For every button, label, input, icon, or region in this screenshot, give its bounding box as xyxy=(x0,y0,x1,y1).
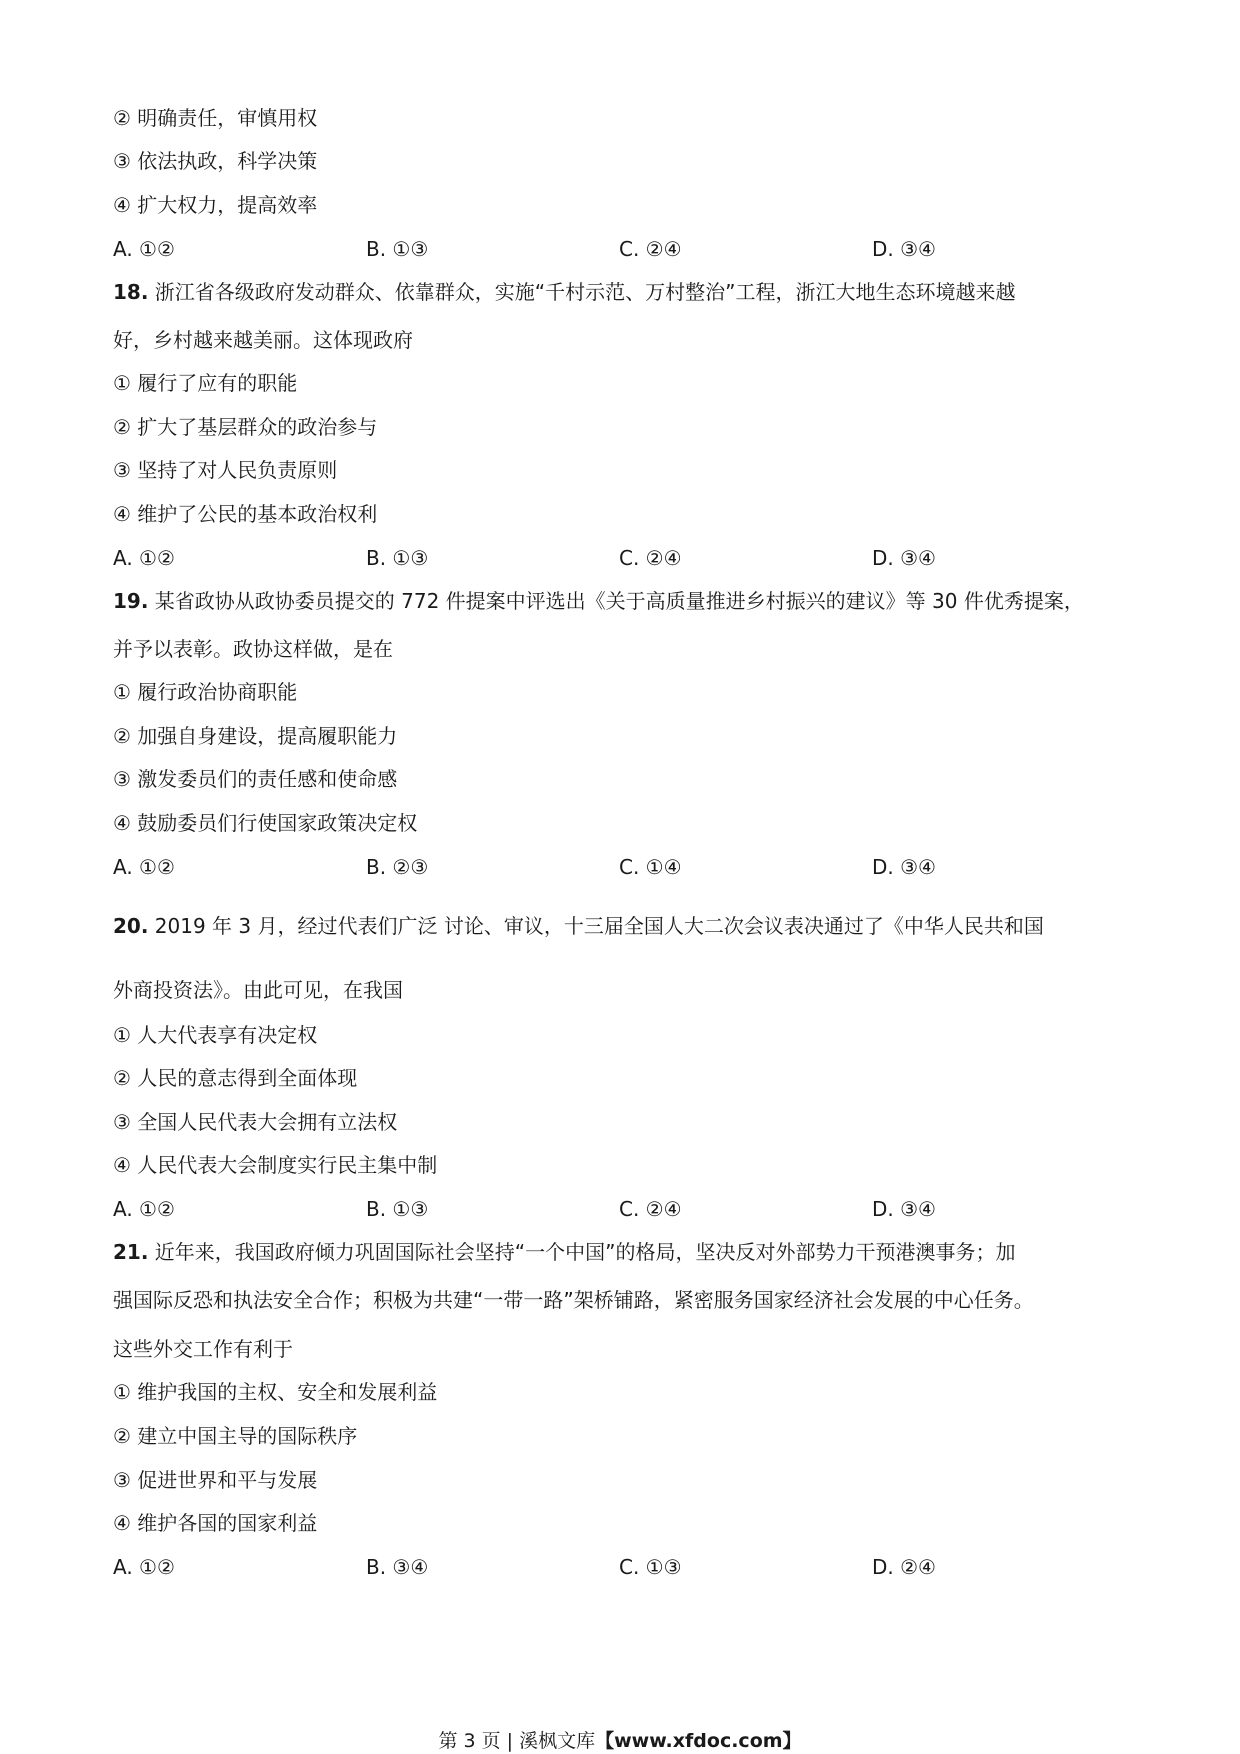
statement: ② 明确责任，审慎用权 xyxy=(113,106,318,130)
stem-text: 并予以表彰。政协这样做，是在 xyxy=(113,637,393,661)
answer-choices xyxy=(113,1553,1123,1581)
answer-choices xyxy=(113,235,1123,263)
question-number: 18. xyxy=(113,280,149,304)
stem-text: 某省政协从政协委员提交的 772 件提案中评选出《关于高质量推进乡村振兴的建议》等 30 件优秀提案， xyxy=(148,589,1084,613)
statement: ① 履行了应有的职能 xyxy=(113,371,298,395)
question-18-stem xyxy=(113,278,1016,306)
choice-c: C. ②④ xyxy=(619,546,682,570)
choice-b: B. ①③ xyxy=(366,237,429,261)
stem-text: 好，乡村越来越美丽。这体现政府 xyxy=(113,328,413,352)
question-number: 19. xyxy=(113,589,149,613)
answer-choices xyxy=(113,853,1123,881)
statement: ③ 坚持了对人民负责原则 xyxy=(113,458,338,482)
statement: ③ 全国人民代表大会拥有立法权 xyxy=(113,1110,398,1134)
page-footer xyxy=(0,1729,1240,1753)
choice-b: B. ①③ xyxy=(366,1197,429,1221)
statement: ④ 维护了公民的基本政治权利 xyxy=(113,502,378,526)
stem-text: 这些外交工作有利于 xyxy=(113,1337,293,1361)
statement: ③ 依法执政，科学决策 xyxy=(113,149,318,173)
statement: ④ 扩大权力，提高效率 xyxy=(113,193,318,217)
answer-choices xyxy=(113,1195,1123,1223)
choice-d: D. ③④ xyxy=(872,855,936,879)
statement: ④ 维护各国的国家利益 xyxy=(113,1511,318,1535)
question-number: 20. xyxy=(113,914,149,938)
statement: ② 扩大了基层群众的政治参与 xyxy=(113,415,378,439)
stem-text: 浙江省各级政府发动群众、依靠群众，实施“千村示范、万村整治”工程，浙江大地生态环境越来越 xyxy=(148,280,1016,304)
choice-b: B. ③④ xyxy=(366,1555,429,1579)
question-19-stem xyxy=(113,587,1084,615)
choice-c: C. ②④ xyxy=(619,237,682,261)
choice-a: A. ①② xyxy=(113,1555,175,1579)
statement: ④ 鼓励委员们行使国家政策决定权 xyxy=(113,811,418,835)
stem-text: 外商投资法》。由此可见，在我国 xyxy=(113,978,403,1002)
choice-c: C. ①④ xyxy=(619,855,682,879)
choice-b: B. ①③ xyxy=(366,546,429,570)
statement: ① 履行政治协商职能 xyxy=(113,680,298,704)
question-21-stem xyxy=(113,1238,1016,1266)
choice-d: D. ③④ xyxy=(872,546,936,570)
choice-c: C. ②④ xyxy=(619,1197,682,1221)
choice-a: A. ①② xyxy=(113,546,175,570)
statement: ③ 激发委员们的责任感和使命感 xyxy=(113,767,398,791)
statement: ② 人民的意志得到全面体现 xyxy=(113,1066,358,1090)
statement: ② 建立中国主导的国际秩序 xyxy=(113,1424,358,1448)
statement: ① 人大代表享有决定权 xyxy=(113,1023,318,1047)
answer-choices xyxy=(113,544,1123,572)
stem-text: 2019 年 3 月，经过代表们广泛 讨论、审议，十三届全国人大二次会议表决通过了《中华人民共和国 xyxy=(148,914,1044,938)
choice-b: B. ②③ xyxy=(366,855,429,879)
question-20-stem xyxy=(113,912,1044,940)
choice-a: A. ①② xyxy=(113,855,175,879)
choice-a: A. ①② xyxy=(113,237,175,261)
choice-c: C. ①③ xyxy=(619,1555,682,1579)
statement: ③ 促进世界和平与发展 xyxy=(113,1468,318,1492)
page-number-label: 第 3 页 | 溪枫文库 xyxy=(438,1730,596,1752)
statement: ④ 人民代表大会制度实行民主集中制 xyxy=(113,1153,438,1177)
stem-text: 近年来，我国政府倾力巩固国际社会坚持“一个中国”的格局，坚决反对外部势力干预港澳事务；加 xyxy=(148,1240,1016,1264)
choice-d: D. ③④ xyxy=(872,237,936,261)
question-number: 21. xyxy=(113,1240,149,1264)
statement: ① 维护我国的主权、安全和发展利益 xyxy=(113,1380,438,1404)
site-link[interactable]: 【www.xfdoc.com】 xyxy=(595,1730,802,1752)
stem-text: 强国际反恐和执法安全合作；积极为共建“一带一路”架桥铺路，紧密服务国家经济社会发展的中心任务。 xyxy=(113,1288,1034,1312)
statement: ② 加强自身建设，提高履职能力 xyxy=(113,724,398,748)
choice-d: D. ②④ xyxy=(872,1555,936,1579)
choice-d: D. ③④ xyxy=(872,1197,936,1221)
choice-a: A. ①② xyxy=(113,1197,175,1221)
